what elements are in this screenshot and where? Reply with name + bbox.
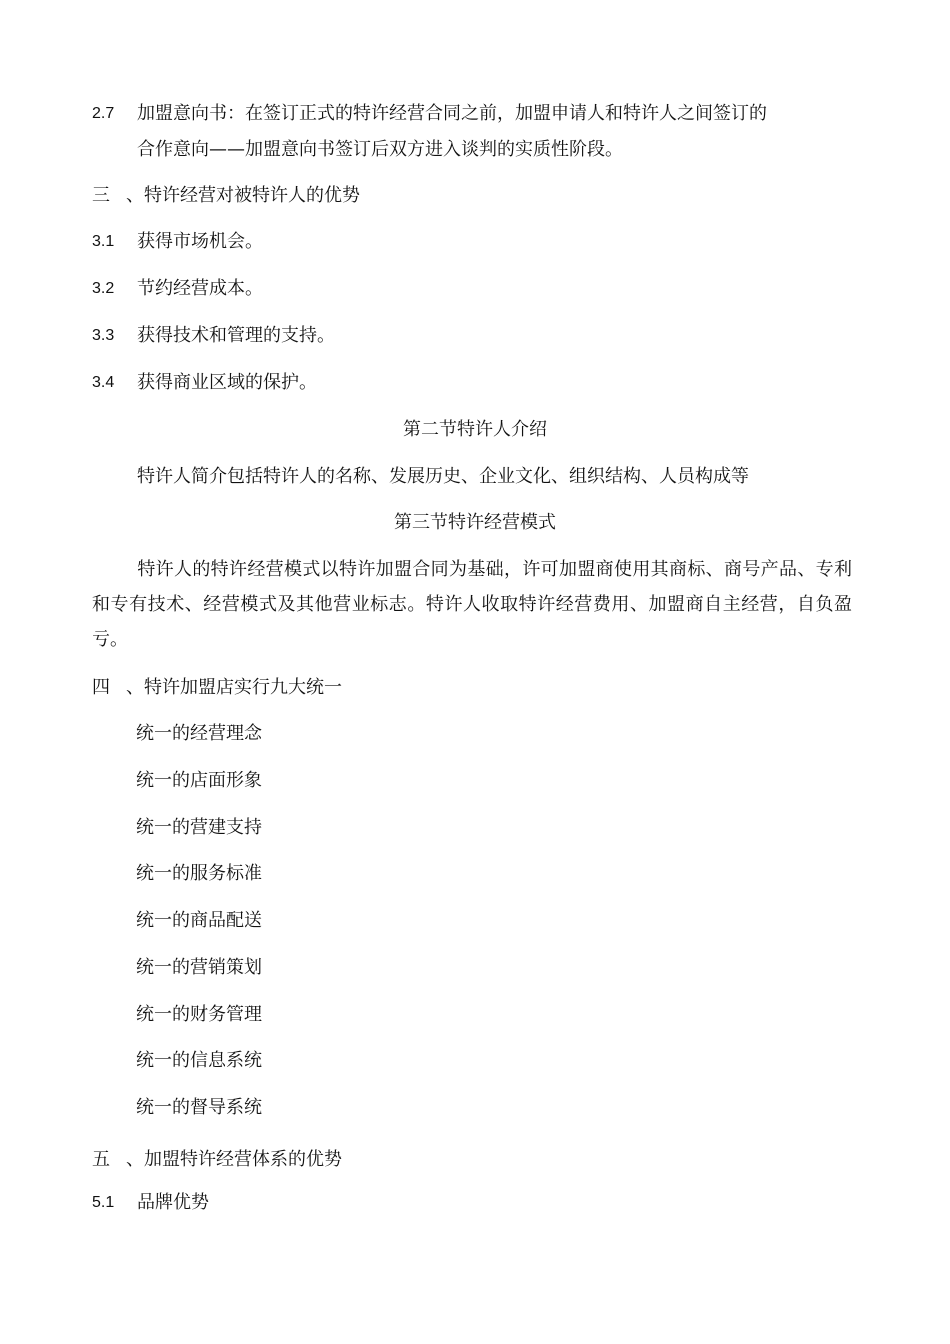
heading-5-text: 、加盟特许经营体系的优势 [126,1149,342,1170]
list-item-unified-2: 统一的店面形象 [136,770,262,791]
list-item-unified-5: 统一的商品配送 [136,910,262,931]
heading-3-number: 三 [92,185,110,206]
item-number-3-3: 3.3 [92,327,115,344]
section-3-body: 特许人的特许经营模式以特许加盟合同为基础，许可加盟商使用其商标、商号产品、专利和专有技术、经营模式及其他营业标志。特许人收取特许经营费用、加盟商自主经营，自负盈亏。 [92,559,852,650]
section-3-title: 第三节特许经营模式 [394,512,556,533]
item-number-5-1: 5.1 [92,1194,115,1211]
item-text-3-2: 节约经营成本。 [137,278,263,299]
list-item-unified-3: 统一的营建支持 [136,817,262,838]
list-item-unified-6: 统一的营销策划 [136,957,262,978]
item-number-3-4: 3.4 [92,374,115,391]
list-item-unified-9: 统一的督导系统 [136,1097,262,1118]
section-2-body: 特许人简介包括特许人的名称、发展历史、企业文化、组织结构、人员构成等 [137,466,749,487]
list-item-unified-8: 统一的信息系统 [136,1050,262,1071]
heading-5-number: 五 [92,1149,110,1170]
item-text-2-7-line1: 加盟意向书：在签订正式的特许经营合同之前，加盟申请人和特许人之间签订的 [137,103,767,124]
item-text-3-3: 获得技术和管理的支持。 [137,325,335,346]
list-item-unified-1: 统一的经营理念 [136,723,262,744]
item-text-3-1: 获得市场机会。 [137,231,263,252]
item-number-2-7: 2.7 [92,105,115,122]
section-2-title: 第二节特许人介绍 [403,419,547,440]
heading-3-text: 、特许经营对被特许人的优势 [126,185,360,206]
heading-4-number: 四 [92,677,110,698]
item-text-3-4: 获得商业区域的保护。 [137,372,317,393]
list-item-unified-4: 统一的服务标准 [136,863,262,884]
item-text-2-7-line2: 合作意向——加盟意向书签订后双方进入谈判的实质性阶段。 [137,139,623,160]
item-number-3-2: 3.2 [92,280,115,297]
heading-4-text: 、特许加盟店实行九大统一 [126,677,342,698]
list-item-unified-7: 统一的财务管理 [136,1004,262,1025]
section-3-body-paragraph [92,552,852,657]
item-number-3-1: 3.1 [92,233,115,250]
item-text-5-1: 品牌优势 [137,1192,209,1213]
